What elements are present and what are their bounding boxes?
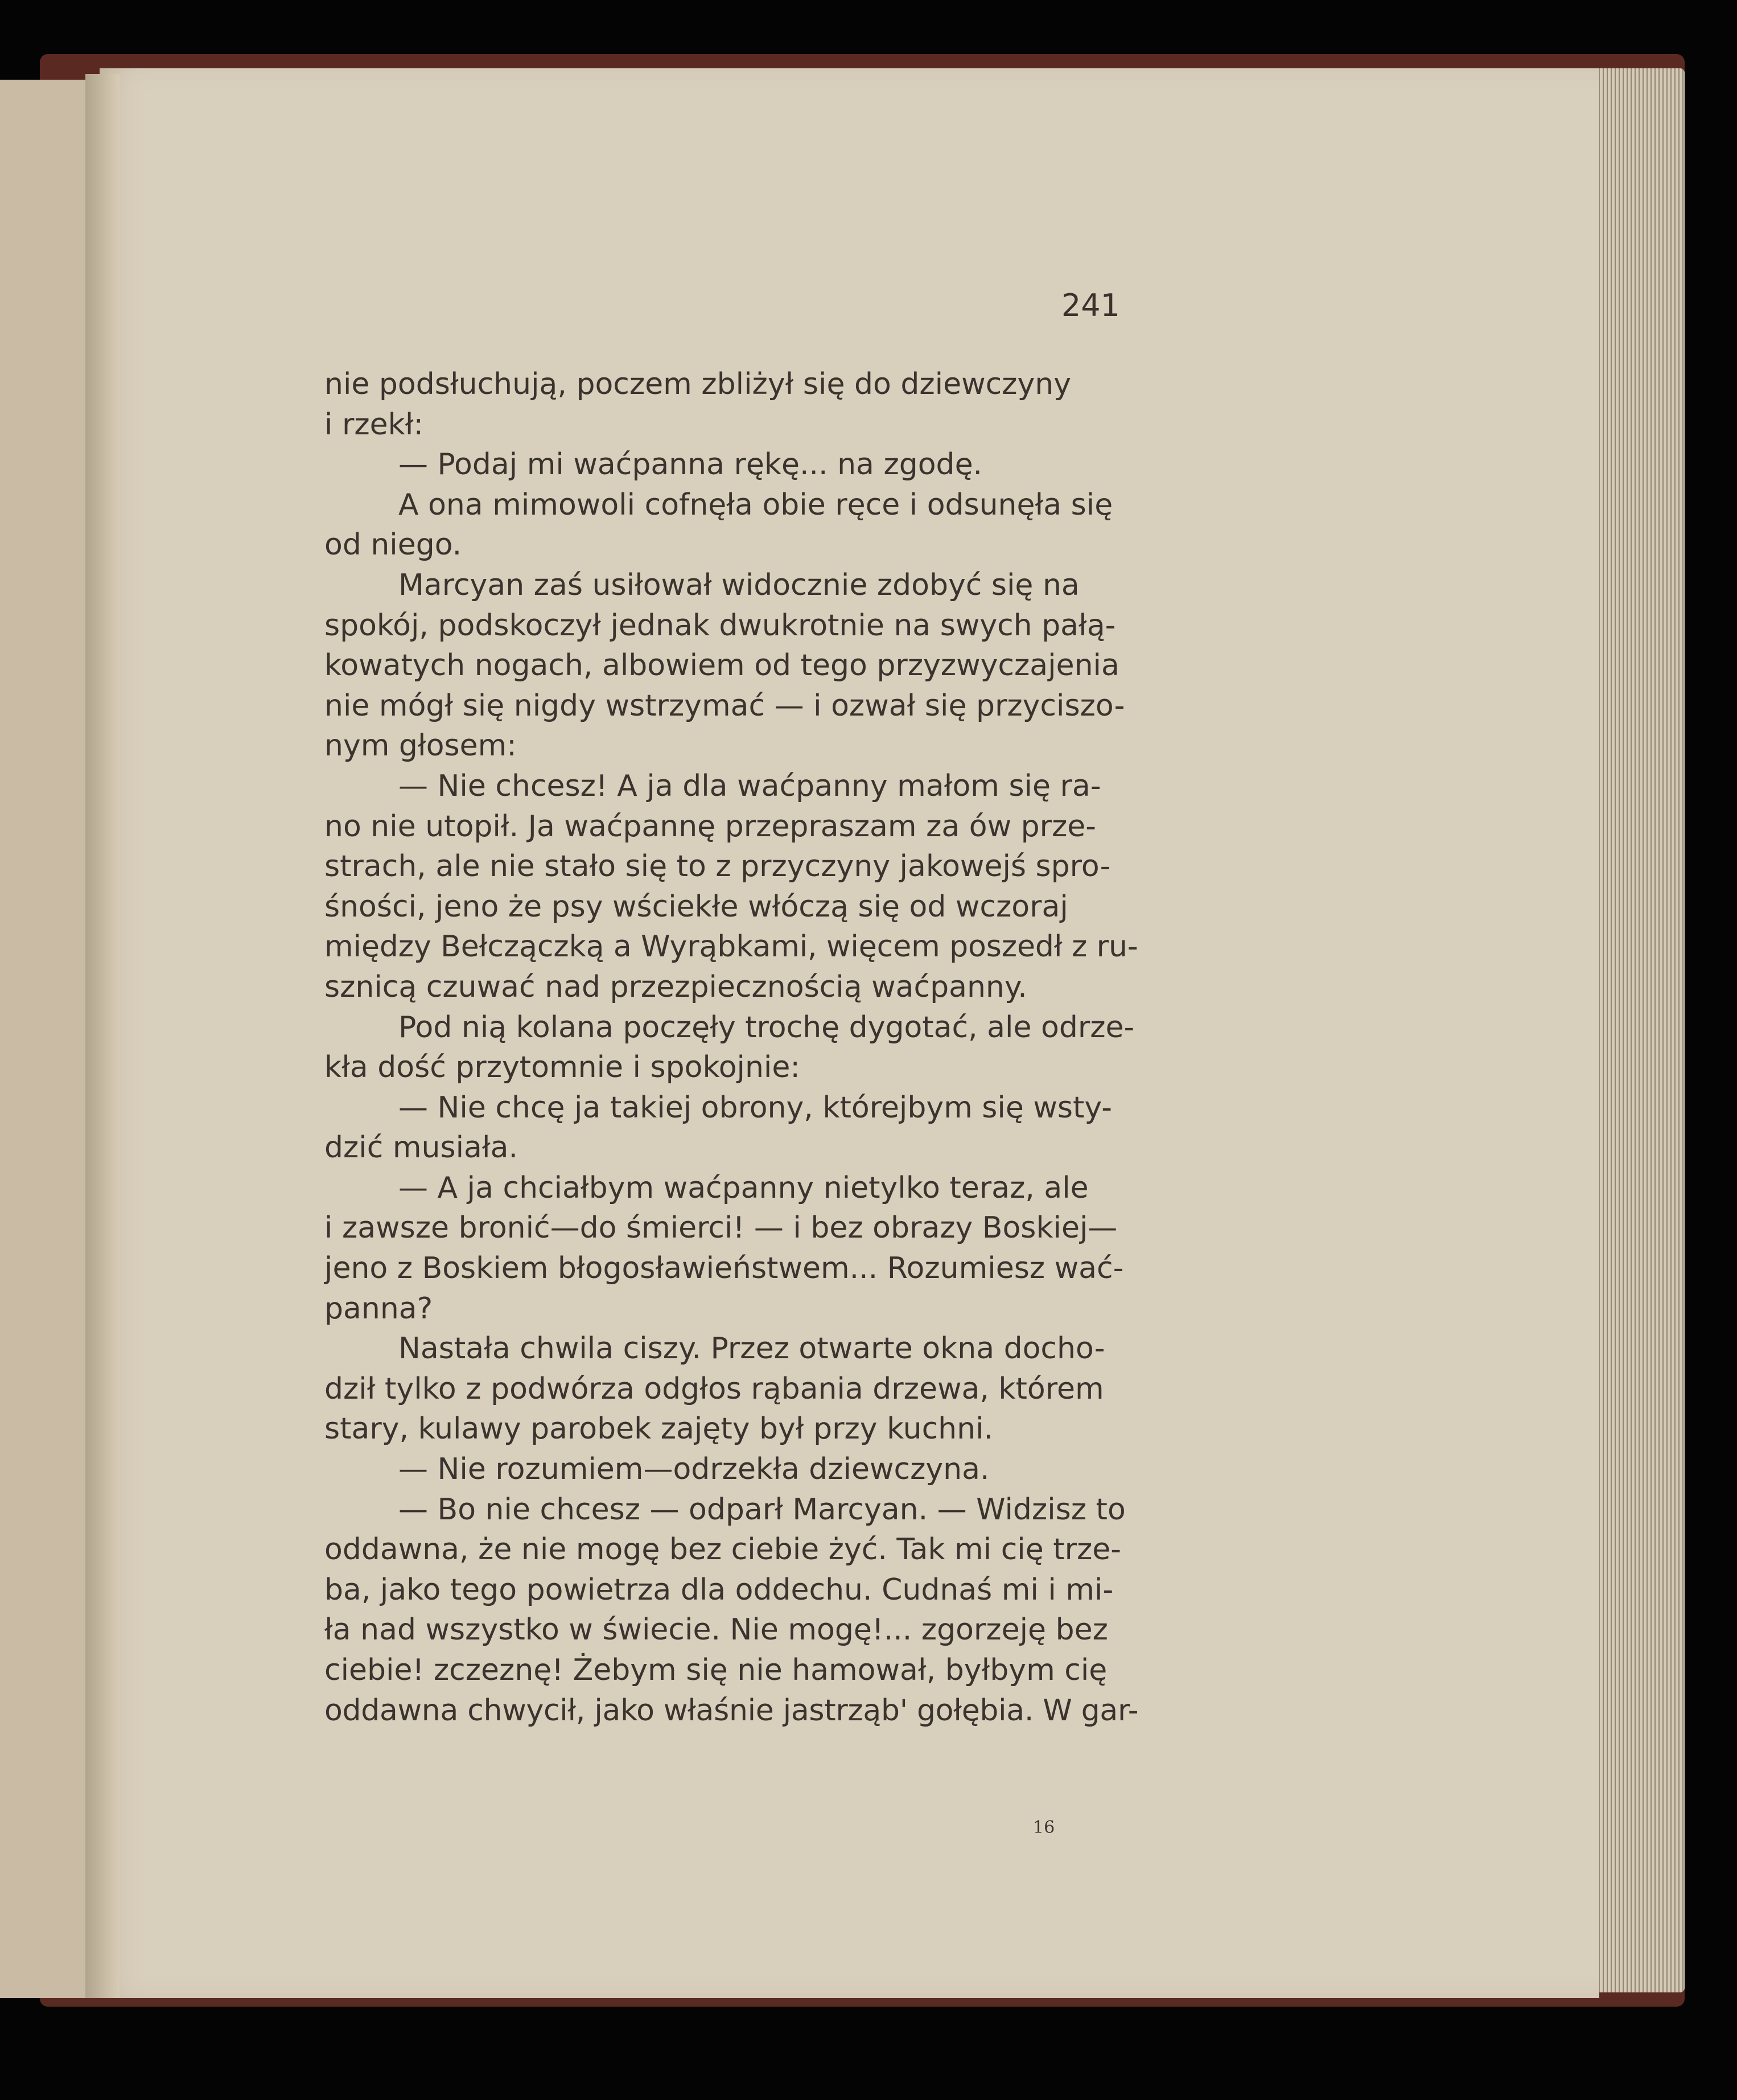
page-text — [324, 364, 1138, 1731]
left-page-edge — [0, 80, 100, 1998]
text-line: nym głosem: — [324, 729, 517, 763]
text-line: od niego. — [324, 528, 462, 562]
text-line: ba, jako tego powietrza dla oddechu. Cudnaś mi i mi- — [324, 1572, 1114, 1607]
printer-signature-mark: 16 — [1033, 1818, 1055, 1838]
page-number: 241 — [1061, 287, 1120, 323]
text-line: no nie utopił. Ja waćpannę przepraszam za ów prze- — [324, 809, 1097, 844]
text-line: A ona mimowoli cofnęła obie ręce i odsunęła się — [398, 487, 1113, 522]
book-gutter — [85, 74, 120, 1998]
text-line: — Bo nie chcesz — odparł Marcyan. — Widzisz to — [398, 1492, 1126, 1527]
text-line: — Podaj mi waćpanna rękę... na zgodę. — [398, 447, 983, 482]
text-line: — A ja chciałbym waćpanny nietylko teraz, ale — [398, 1170, 1089, 1205]
page-edges — [1588, 68, 1685, 1992]
text-line: Marcyan zaś usiłował widocznie zdobyć się na — [398, 568, 1080, 602]
text-line: i rzekł: — [324, 407, 424, 442]
text-line: dził tylko z podwórza odgłos rąbania drzewa, którem — [324, 1371, 1104, 1406]
text-line: ciebie! zczeznę! Żebym się nie hamował, byłbym cię — [324, 1653, 1108, 1687]
text-line: między Bełczączką a Wyrąbkami, więcem poszedł z ru- — [324, 930, 1138, 964]
text-line: Pod nią kolana poczęły trochę dygotać, ale odrze- — [398, 1010, 1135, 1045]
text-line: — Nie chcesz! A ja dla waćpanny małom się ra- — [398, 769, 1101, 803]
text-line: sznicą czuwać nad przezpiecznością waćpanny. — [324, 969, 1027, 1004]
text-line: strach, ale nie stało się to z przyczyny jakowejś spro- — [324, 849, 1111, 884]
text-line: ła nad wszystko w świecie. Nie mogę!... zgorzeję bez — [324, 1613, 1108, 1647]
text-line: kła dość przytomnie i spokojnie: — [324, 1050, 800, 1085]
text-line: panna? — [324, 1291, 433, 1326]
text-line: stary, kulawy parobek zajęty był przy kuchni. — [324, 1412, 994, 1446]
text-line: oddawna, że nie mogę bez ciebie żyć. Tak mi cię trze- — [324, 1532, 1122, 1567]
text-line: nie mógł się nigdy wstrzymać — i ozwał się przyciszo- — [324, 688, 1125, 723]
text-line: spokój, podskoczył jednak dwukrotnie na swych pałą- — [324, 608, 1116, 643]
text-line: kowatych nogach, albowiem od tego przyzwyczajenia — [324, 648, 1119, 683]
text-line: — Nie rozumiem—odrzekła dziewczyna. — [398, 1452, 990, 1487]
text-line: i zawsze bronić—do śmierci! — i bez obrazy Boskiej— — [324, 1211, 1118, 1246]
text-line: — Nie chcę ja takiej obrony, którejbym się wsty- — [398, 1090, 1112, 1125]
text-line: śności, jeno że psy wściekłe włóczą się od wczoraj — [324, 889, 1068, 924]
text-line: Nastała chwila ciszy. Przez otwarte okna docho- — [398, 1331, 1105, 1366]
text-line: jeno z Boskiem błogosławieństwem... Rozumiesz wać- — [324, 1251, 1124, 1286]
text-line: dzić musiała. — [324, 1131, 518, 1165]
text-line: nie podsłuchują, poczem zbliżył się do dziewczyny — [324, 367, 1071, 401]
text-line: oddawna chwycił, jako właśnie jastrząb' gołębia. W gar- — [324, 1693, 1139, 1728]
